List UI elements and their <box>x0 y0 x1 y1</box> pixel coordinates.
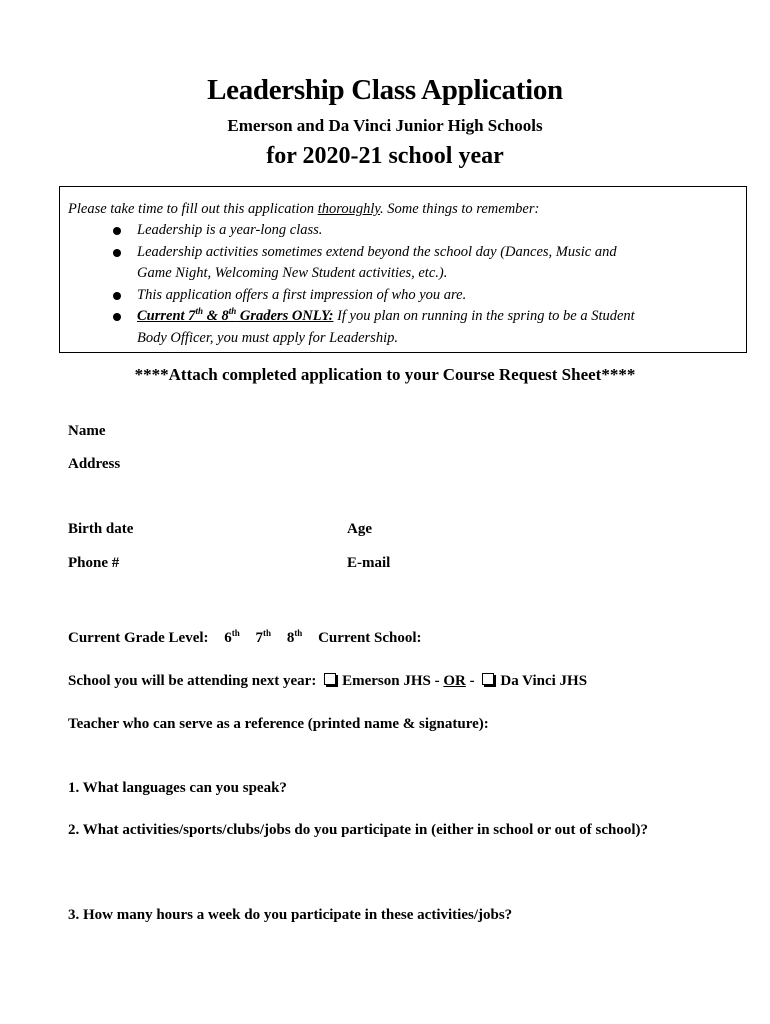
school-year-heading: for 2020-21 school year <box>266 143 504 169</box>
reminders-list <box>110 220 635 349</box>
bullet-icon <box>113 249 121 257</box>
question-activities[interactable]: 2. What activities/sports/clubs/jobs do you participate in (either in school or out of school)? <box>68 822 649 838</box>
notice-intro: Please take time to fill out this application thoroughly. Some things to remember: <box>68 201 540 217</box>
phone-field[interactable]: Phone # <box>68 555 120 571</box>
reference-field[interactable]: Teacher who can serve as a reference (printed name & signature): <box>68 716 489 732</box>
emerson-checkbox[interactable] <box>324 673 336 685</box>
list-item-continued: Body Officer, you must apply for Leadership. <box>137 329 398 346</box>
name-field[interactable]: Name <box>68 423 106 439</box>
grade-level-label: Current Grade Level: <box>68 630 209 646</box>
attach-note: ****Attach completed application to your Course Request Sheet**** <box>134 365 636 384</box>
graders-only-label: Current 7th & 8th Graders ONLY: <box>137 306 334 324</box>
bullet-icon <box>113 227 121 235</box>
page-title: Leadership Class Application <box>207 74 563 106</box>
address-field[interactable]: Address <box>68 456 121 472</box>
grade-option-6[interactable]: 6th <box>224 628 240 646</box>
question-hours[interactable]: 3. How many hours a week do you participate in these activities/jobs? <box>68 907 513 923</box>
bullet-icon <box>113 313 121 321</box>
birth-date-field[interactable]: Birth date <box>68 521 134 537</box>
emerson-option-label: Emerson JHS <box>342 673 431 689</box>
next-year-school-row: School you will be attending next year: Emerson JHS - OR - Da Vinci JHS <box>68 673 588 689</box>
question-languages[interactable]: 1. What languages can you speak? <box>68 780 287 796</box>
current-school-field[interactable]: Current School: <box>318 630 422 646</box>
notice-box <box>59 186 747 353</box>
list-item: Leadership activities sometimes extend beyond the school day (Dances, Music and <box>110 242 635 264</box>
grade-option-8[interactable]: 8th <box>286 628 303 646</box>
next-year-label: School you will be attending next year: <box>68 673 317 689</box>
davinci-checkbox[interactable] <box>482 673 494 685</box>
list-item-continued: Game Night, Welcoming New Student activities, etc.). <box>137 265 448 281</box>
or-text: OR <box>443 673 466 689</box>
email-field[interactable]: E-mail <box>347 555 391 571</box>
emphasis-thoroughly: thoroughly <box>317 201 380 217</box>
bullet-icon <box>113 292 121 300</box>
list-item: Leadership is a year-long class. <box>110 220 635 242</box>
age-field[interactable]: Age <box>347 521 372 537</box>
grade-option-7[interactable]: 7th <box>255 628 272 646</box>
list-item: This application offers a first impression of who you are. <box>110 285 635 307</box>
davinci-option-label: Da Vinci JHS <box>500 673 588 689</box>
grade-level-row <box>68 630 422 647</box>
list-item-graders: Current 7th & 8th Graders ONLY: If you plan on running in the spring to be a Student <box>110 306 635 328</box>
schools-subtitle: Emerson and Da Vinci Junior High Schools <box>227 116 543 135</box>
